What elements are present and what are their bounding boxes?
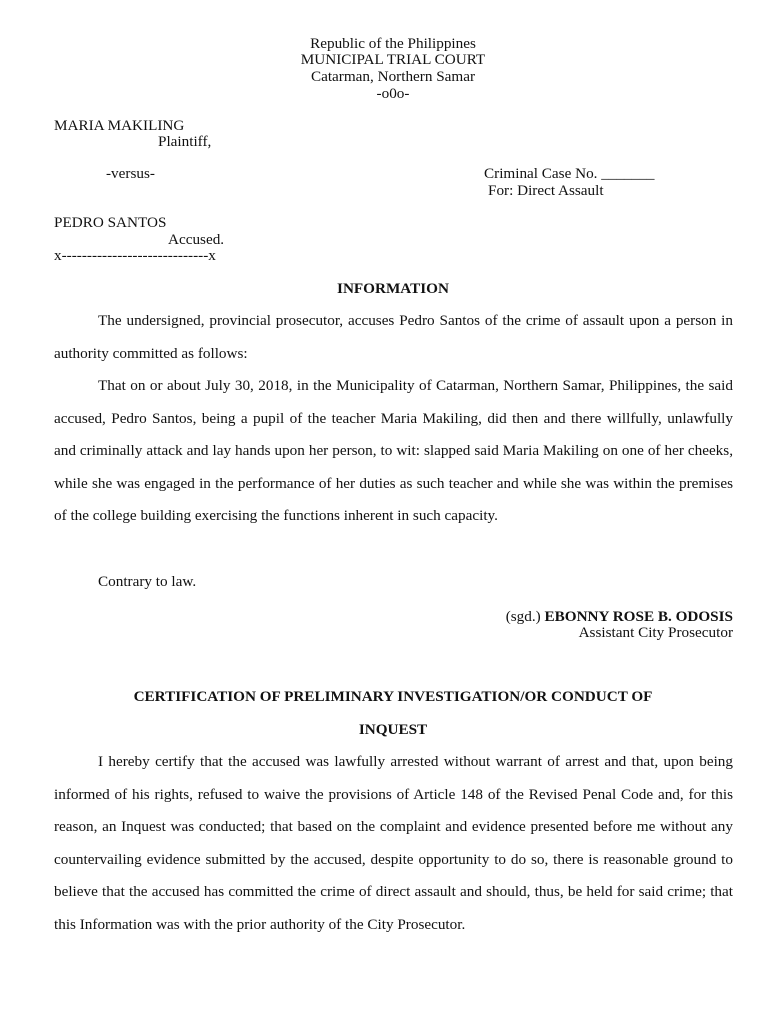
certification-body: I hereby certify that the accused was lawfully arrested without warrant of arrest and that, upon being informed of his rights, refused to waive the provisions of Article 148 of the Revised Penal Code and, for this reason, an Inquest was conducted; that based on the complaint and evidence presented before me without any countervailing evidence submitted by the accused, despite opportunity to do so, there is reasonable ground to believe that the accused has committed the crime of direct assault and should, thus, be held for said crime; that this Information was with the prior authority of the City Prosecutor.: [54, 753, 733, 933]
signatory-title: Assistant City Prosecutor: [578, 624, 733, 641]
certification-title-line-2: INQUEST: [358, 721, 428, 738]
information-title: INFORMATION: [337, 280, 449, 297]
case-number: Criminal Case No. _______: [484, 165, 655, 182]
header-ornament: -o0o-: [376, 85, 410, 102]
header-republic: Republic of the Philippines: [310, 35, 476, 52]
caption-divider: x-----------------------------x: [54, 247, 216, 264]
information-paragraph-1: The undersigned, provincial prosecutor, accuses Pedro Santos of the crime of assault upon a person in authority committed as follows:: [54, 312, 733, 362]
signature-line: [506, 609, 733, 624]
accused-name: PEDRO SANTOS: [54, 214, 167, 231]
information-paragraph-3: Contrary to law.: [98, 573, 197, 590]
information-paragraph-2: That on or about July 30, 2018, in the Municipality of Catarman, Northern Samar, Philippines, the said accused, Pedro Santos, being a pupil of the teacher Maria Makiling, did then and there willfully, unlawfully and criminally attack and lay hands upon her person, to wit: slapped said Maria Makiling on one of her cheeks, while she was engaged in the performance of her duties as such teacher and while she was within the premises of the college building exercising the functions inherent in such capacity.: [54, 377, 733, 525]
case-offense: For: Direct Assault: [488, 182, 604, 199]
header-court: MUNICIPAL TRIAL COURT: [300, 51, 486, 68]
versus-label: -versus-: [106, 165, 155, 182]
signature-prefix: (sgd.): [505, 608, 545, 625]
signatory-name: EBONNY ROSE B. ODOSIS: [544, 608, 733, 625]
certification-title-line-1: CERTIFICATION OF PRELIMINARY INVESTIGATION/OR CONDUCT OF: [133, 688, 653, 705]
accused-role: Accused.: [168, 231, 225, 248]
plaintiff-role: Plaintiff,: [158, 133, 212, 150]
header-location: Catarman, Northern Samar: [310, 68, 476, 85]
plaintiff-name: MARIA MAKILING: [54, 117, 185, 134]
